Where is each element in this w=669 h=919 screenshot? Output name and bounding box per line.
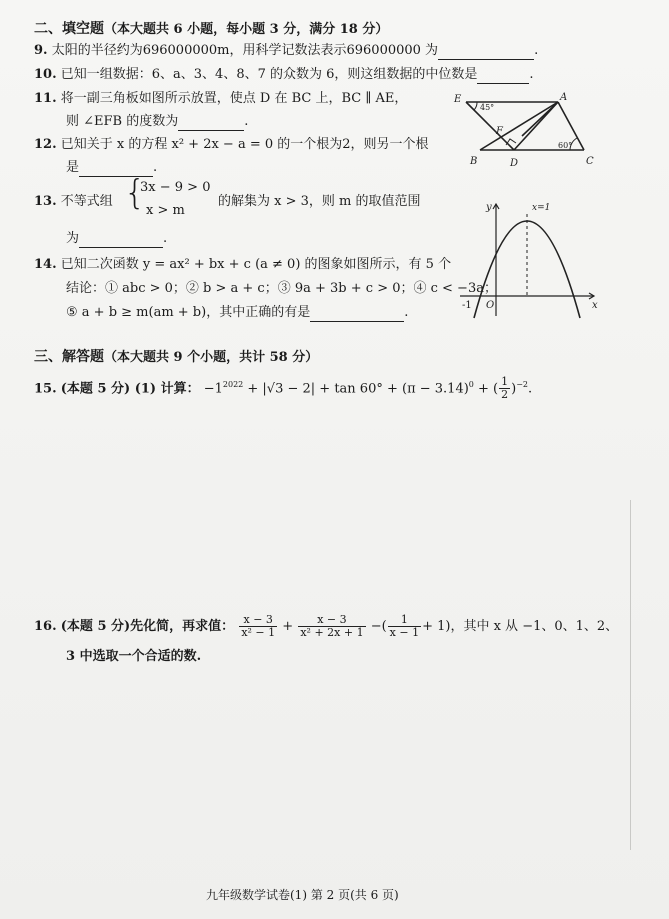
q11-triangle-figure [452, 88, 602, 172]
q13-ineq2: x > m [146, 203, 185, 218]
q16-fraction-2 [298, 614, 365, 639]
label-neg1: -1 [462, 300, 472, 311]
q16-f2-den: x² + 2x + 1 [300, 626, 364, 639]
question-15 [34, 376, 532, 401]
q16-f1-den: x² − 1 [241, 626, 276, 639]
label-E: E [454, 94, 462, 105]
question-10 [34, 66, 534, 84]
question-16 [34, 614, 618, 639]
q15-frac-den: 2 [501, 388, 509, 402]
q15-head: (本题 5 分) (1) 计算： [60, 381, 200, 397]
q15-frac-num: 1 [501, 375, 509, 389]
label-x: x [592, 300, 598, 311]
q16-f3-den: x − 1 [389, 626, 420, 639]
q13-pre: 不等式组 [60, 194, 113, 209]
section-2-note: （本大题共 6 小题，每小题 3 分，满分 18 分） [104, 22, 389, 37]
q11-number: 11. [34, 91, 57, 106]
section-2-header [34, 18, 388, 39]
q16-f1-num: x − 3 [239, 614, 277, 627]
question-11 [34, 90, 407, 108]
q15-exp1: 2022 [222, 380, 244, 389]
q10-number: 10. [34, 67, 57, 82]
section-2-title: 二、填空题 [34, 21, 104, 37]
q13-line2: 为 [66, 231, 80, 246]
q15-number: 15. [34, 381, 57, 397]
question-13-num-pre [34, 193, 113, 211]
q11-tail: . [244, 114, 249, 129]
q9-blank[interactable] [438, 46, 534, 60]
q16-fraction-1 [239, 614, 277, 639]
q16-op2: −( [370, 619, 387, 634]
section-3-title: 三、解答题 [34, 349, 104, 365]
label-B: B [470, 156, 478, 167]
scan-edge [630, 500, 631, 850]
q13-ineq1: 3x − 9 > 0 [140, 180, 211, 195]
q15-tail: . [528, 381, 533, 397]
line-AF-inner [522, 102, 558, 136]
q13-post: 的解集为 x > 3，则 m 的取值范围 [218, 194, 421, 209]
q11-blank[interactable] [178, 117, 244, 131]
q13-blank[interactable] [79, 234, 163, 248]
label-60deg: 60° [558, 141, 573, 150]
question-14 [34, 256, 451, 274]
question-14-line3 [66, 304, 408, 322]
angle-45-arc [474, 102, 477, 110]
q14-tail: . [404, 305, 409, 320]
q16-f3-num: 1 [388, 614, 421, 627]
q13-tail: . [163, 231, 168, 246]
q14-line2: 结论：① abc > 0；② b > a + c；③ 9a + 3b + c > 0；④ c < −3a； [66, 281, 497, 296]
question-12 [34, 136, 429, 154]
section-3-header [34, 346, 318, 367]
q15-fraction [499, 376, 510, 401]
q10-blank[interactable] [477, 70, 529, 84]
q16-line2: 3 中选取一个合适的数. [66, 649, 202, 664]
q16-op3: + 1)，其中 x 从 −1、0、1、2、 [422, 619, 619, 634]
label-x-eq-1: x=1 [532, 203, 551, 213]
q15-exp2: 0 [468, 380, 474, 389]
q9-number: 9. [34, 43, 48, 58]
q16-head: (本题 5 分)先化简，再求值： [60, 619, 235, 634]
q11-line2: 则 ∠EFB 的度数为 [66, 114, 179, 129]
section-3-note: （本大题共 9 个小题，共计 58 分） [104, 350, 319, 365]
q14-number: 14. [34, 257, 57, 272]
q16-fraction-3 [388, 614, 421, 639]
page-footer: 九年级数学试卷(1) 第 2 页(共 6 页) [206, 888, 399, 902]
q16-number: 16. [34, 619, 57, 634]
question-9 [34, 42, 538, 60]
q15-expr2: + |√3 − 2| + tan 60° + (π − 3.14) [247, 381, 469, 397]
q10-text: 已知一组数据：6、a、3、4、8、7 的众数为 6，则这组数据的中位数是 [60, 67, 478, 82]
q10-tail: . [529, 67, 534, 82]
label-F: F [496, 126, 503, 137]
q14-parabola-figure [452, 196, 602, 320]
label-A: A [560, 92, 568, 103]
label-D: D [510, 158, 519, 169]
question-13-line2 [66, 230, 167, 248]
q14-line1: 已知二次函数 y = ax² + bx + c (a ≠ 0) 的图象如图所示，有 5 个 [60, 257, 452, 272]
q15-expr3: + ( [478, 381, 499, 397]
q12-line2: 是 [66, 160, 80, 175]
q13-number: 13. [34, 194, 57, 209]
label-origin: O [486, 300, 495, 311]
q14-line3: ⑤ a + b ≥ m(am + b)，其中正确的有是 [66, 305, 311, 320]
q13-brace: { [124, 173, 146, 213]
q9-tail: . [534, 43, 539, 58]
q16-op1: + [282, 619, 294, 634]
q15-expr4: ) [511, 381, 517, 397]
q16-f2-num: x − 3 [298, 614, 365, 627]
label-C: C [586, 156, 594, 167]
q14-blank[interactable] [310, 308, 404, 322]
question-11-line2 [66, 113, 248, 131]
q15-expr1: −1 [203, 381, 223, 397]
label-y: y [486, 202, 492, 213]
label-45deg: 45° [480, 103, 495, 112]
q12-number: 12. [34, 137, 57, 152]
q12-tail: . [153, 160, 158, 175]
q15-exp3: −2 [516, 380, 529, 389]
q11-line1: 将一副三角板如图所示放置，使点 D 在 BC 上，BC ∥ AE， [60, 91, 408, 106]
q12-line1: 已知关于 x 的方程 x² + 2x − a = 0 的一个根为2，则另一个根 [60, 137, 429, 152]
q9-text: 太阳的半径约为696000000m，用科学记数法表示696000000 为 [51, 43, 439, 58]
